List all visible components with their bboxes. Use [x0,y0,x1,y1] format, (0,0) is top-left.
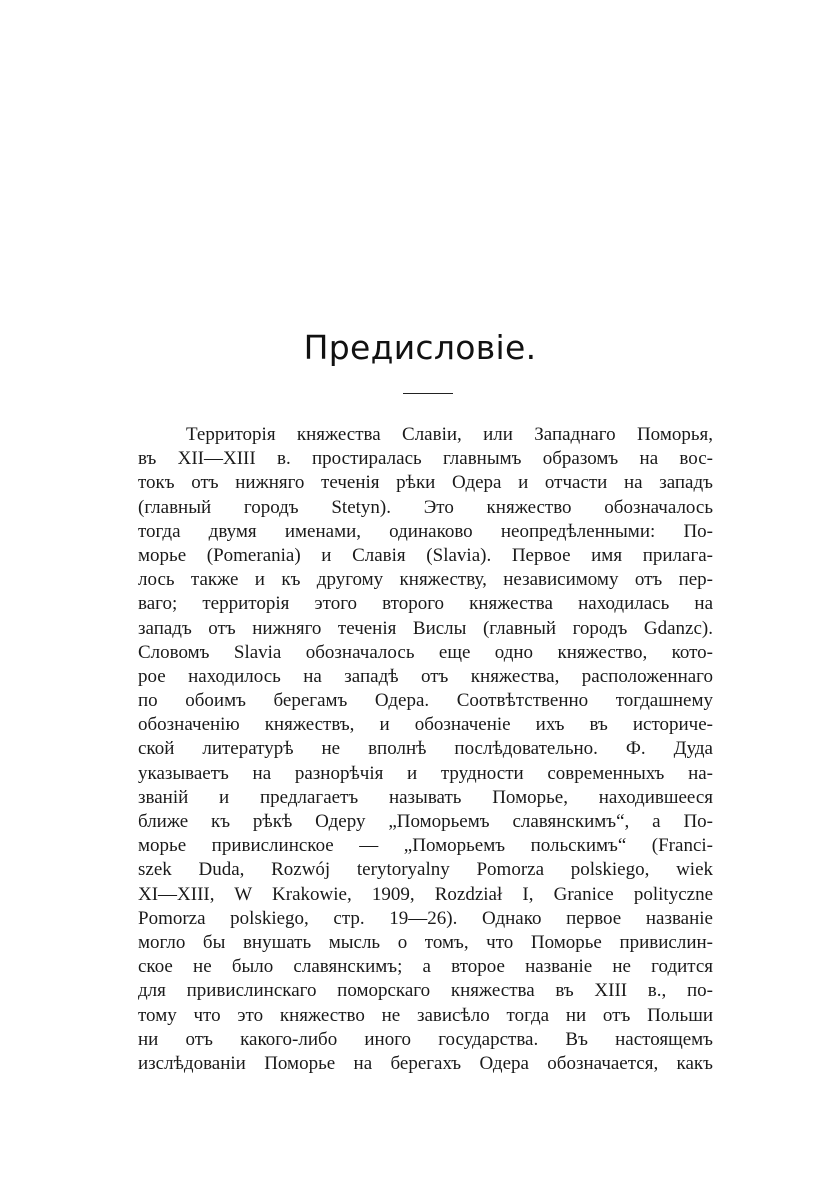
text-line: ближе къ рѣкѣ Одеру „Поморьемъ славянскимъ“, а По- [138,811,713,832]
page-title: Предисловіе. [303,328,537,367]
text-line: морье привислинское — „Поморьемъ польскимъ“ (Franci- [138,835,713,857]
text-line: szek Duda, Rozwój terytoryalny Pomorza polskiego, wiek [138,859,713,881]
text-line: указываетъ на разнорѣчія и трудности современныхъ на- [138,762,713,784]
preface-body [138,423,713,1076]
text-line: въ XII—XIII в. простиралась главнымъ образомъ на вос- [138,448,713,470]
text-line: западъ отъ нижняго теченія Вислы (главный городъ Gdanzc). [138,617,713,639]
text-line: обозначенію княжествъ, и обозначеніе ихъ въ историче- [138,714,713,736]
text-line: могло бы внушать мысль о томъ, что Поморье привислин- [138,931,713,953]
text-line: рое находилось на западѣ отъ княжества, расположеннаго [138,665,713,687]
text-line: ской литературѣ не вполнѣ послѣдовательно. Ф. Дуда [138,738,713,760]
text-line: Словомъ Slavia обозначалось еще одно княжество, кото- [138,641,713,663]
text-line: для привислинскаго поморскаго княжества въ XIII в., по- [138,980,713,1002]
text-line: (главный городъ Stetyn). Это княжество обозначалось [138,496,713,518]
text-line: ское не было славянскимъ; а второе названіе не годится [138,956,713,978]
text-line: Территорія княжества Славіи, или Западнаго Поморья, [186,424,713,445]
text-line: лось также и къ другому княжеству, независимому отъ пер- [138,569,713,591]
text-line: тому что это княжество не зависѣло тогда ни отъ Польши [138,1004,713,1026]
text-line: морье (Pomerania) и Славія (Slavia). Первое имя прилага- [138,544,713,566]
text-line: Pomorza polskiego, стр. 19—26). Однако первое названіе [138,907,713,929]
text-line: по обоимъ берегамъ Одера. Соотвѣтственно тогдашнему [138,690,713,712]
text-line: токъ отъ нижняго теченія рѣки Одера и отчасти на западъ [138,472,713,494]
text-line: изслѣдованіи Поморье на берегахъ Одера обозначается, какъ [138,1052,713,1074]
text-line: ни отъ какого-либо иного государства. Въ настоящемъ [138,1028,713,1050]
text-line: ваго; территорія этого второго княжества находилась на [138,593,713,615]
text-line: званій и предлагаетъ называть Поморье, находившееся [138,786,713,808]
title-divider [403,393,453,394]
text-line: тогда двумя именами, одинаково неопредѣленными: По- [138,520,713,542]
text-line: XI—XIII, W Krakowie, 1909, Rozdział I, Granice polityczne [138,883,713,905]
